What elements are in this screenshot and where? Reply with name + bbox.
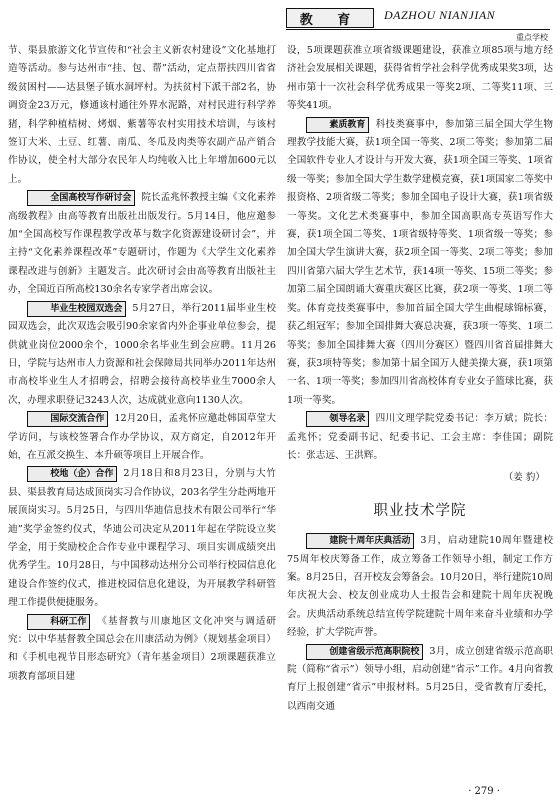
item-tag: 校地（企）合作 (27, 466, 117, 482)
intro-paragraph: 节、渠县旅游文化节宣传和“社会主义新农村建设”文化基地打造等活动。参与达州市“挂、包、帮”活动，定点帮扶四川省省级贫困村——达县堡子镇水洞坪村。为扶贫村下派干部2名，协调资金23万元，修通该村通往外界水泥路，对村民进行科学养猪，科学种植桔树、烤烟、紫薯等农村实用技术培训，与该村签订大米、土豆、红薯、南瓜、冬瓜及肉类等农副产品产销合作协议，使全村大部分农民年人均纯收入比上年增加600元以上。 (8, 45, 276, 185)
item-writing-seminar (8, 189, 276, 299)
item-anniversary (287, 532, 553, 642)
header-rule (286, 29, 550, 30)
item-tag: 素质教育 (306, 117, 369, 133)
page-header (0, 0, 560, 42)
author-signature: （姜 豹） (503, 472, 545, 484)
section-label: 教 育 (286, 8, 374, 28)
item-tag: 国际交流合作 (27, 411, 108, 427)
section-title: 职业技术学院 (373, 502, 467, 519)
journal-title: DAZHOU NIANJIAN (384, 8, 496, 22)
item-text: 3月，启动建院10周年暨建校75周年校庆筹备工作，成立筹备工作领导小组，制定工作方案。8月25日，召开校友会筹备会。10月20日，举行建院10周年庆祝大会、校友创业成功人士报告会和建院十周年庆祝晚会。庆典活动系统总结宣传学院建院十周年来奋斗业绩和办学经验，扩大学院声誉。 (287, 535, 553, 639)
item-leadership (287, 410, 553, 465)
item-international (8, 410, 276, 465)
item-text: 3月，成立创建省级示范高职院（简称“省示”）领导小组，启动创建“省示”工作。4月向省教育厅上报创建“省示”申报材料。5月25日，受省教育厅委托，以西南交通 (287, 645, 553, 712)
item-text: 科技类赛事中，参加第三届全国大学生物理教学技能大赛，获1项全国一等奖、2项二等奖；参加第二届全国软件专业人才设计与开发大赛，获1项全国三等奖、1项省级一等奖；参加全国大学生数学建模竞赛，获1项国家二等奖中报资格、2项省级二等奖；参加全国电子设计大赛，获1项省级一等奖。文化艺术类赛事中，参加全国高职高专英语写作大赛，获1项全国二等奖、1项省级特等奖、1项省级一等奖；参加全国大学生演讲大赛，获2项全国一等奖、2项二等奖；参加四川省第六届大学生艺术节，获14项一等奖、15项二等奖；参加第二届全国朗诵大赛重庆赛区比赛，获2项一等奖、1项二等奖。体育竞技类赛事中，参加首届全国大学生曲棍球锦标赛，获乙组冠军；参加全国排舞大赛总决赛，获3项一等奖、1项二等奖；参加全国排舞大赛（四川分赛区）暨四川省首届排舞大赛，获3项特等奖；参加第十届全国万人健美操大赛，获1项第一名、1项一等奖；参加四川省高校体育专业女子篮球比赛，获1项一等奖。 (287, 118, 553, 406)
item-model-college (287, 643, 553, 717)
item-text: 12月20日，孟兆怀应邀赴韩国草堂大学访问，与该校签署合作办学协议，双方商定，自2012年开始，在互派交换生、本升硕等项目上开展合作。 (8, 413, 276, 461)
item-text: 四川文理学院党委书记：李万斌；院长：孟兆怀；党委副书记、纪委书记、工会主席：李佳国；副院长：张志远、王洪辉。 (287, 413, 553, 461)
item-tag: 领导名录 (306, 411, 369, 427)
item-text: 5月27日，举行2011届毕业生校园双选会，此次双选会吸引90余家省内外企事业单位参会，提供就业岗位2000余个，1000余名毕业生到会应聘。11月26日，学院与达州市人力资源和社会保障局共同举办2011年达州市高校毕业生人才招聘会，招聘会接待高校毕业生7000余人次，办理求职登记3243人次，达成就业意向1130人次。 (8, 302, 276, 406)
item-quality-education (287, 116, 553, 411)
item-text: 院长孟兆怀教授主编《文化素养高级教程》由高等教育出版社出版发行。5月14日，他应邀参加“全国高校写作课程教学改革与数字化资源建设研讨会”，并主持“文化素养课程改革”专题研讨，作题为《大学生文化素养课程改进与创新》主题发言。此次研讨会由高等教育出版社主办，全国近百所高校130余名专家学者出席会议。 (8, 192, 276, 296)
item-tag: 科研工作 (27, 614, 90, 630)
right-column (287, 42, 553, 716)
item-tag: 建院十周年庆典活动 (306, 533, 414, 549)
page-number: · 279 · (468, 786, 500, 797)
item-tag: 毕业生校园双选会 (27, 301, 126, 317)
item-tag: 全国高校写作研讨会 (27, 190, 135, 206)
item-research (8, 613, 276, 687)
header-subsection: 重点学校 (516, 33, 548, 42)
left-column (8, 42, 276, 686)
item-cooperation (8, 465, 276, 612)
item-tag: 创建省级示范高职院校 (306, 644, 423, 660)
item-text: 2月18日和8月23日，分别与大竹县、渠县教育局达成顶岗实习合作协议，203名学生分赴两地开展顶岗实习。5月25日，与四川华迪信息技术有限公司举行“华迪”奖学金签约仪式，华迪公司决定从2011年起在学院设立奖学金，用于奖励校企合作专业中课程学习、项目实训成绩突出优秀学生。10月28日，与中国移动达州分公司举行校园信息化建设合作签约仪式，推进校园信息化建设，为开展教学科研管理工作提供便捷服务。 (8, 468, 276, 609)
item-text: 《基督教与川康地区文化冲突与调适研究：以中华基督教全国总会在川康活动为例》（规划基金项目）和《手机电视节目形态研究》（青年基金项目）2项课题获准立项教育部项目建 (8, 615, 276, 682)
item-job-fair (8, 300, 276, 410)
continued-paragraph: 设，5项课题获准立项省级课题建设，获准立项85项与地方经济社会发展相关课题，获得省哲学社会科学优秀成果奖3项，达州市第十一次社会科学优秀成果一等奖2项、二等奖11项、三等奖41项。 (287, 45, 553, 112)
